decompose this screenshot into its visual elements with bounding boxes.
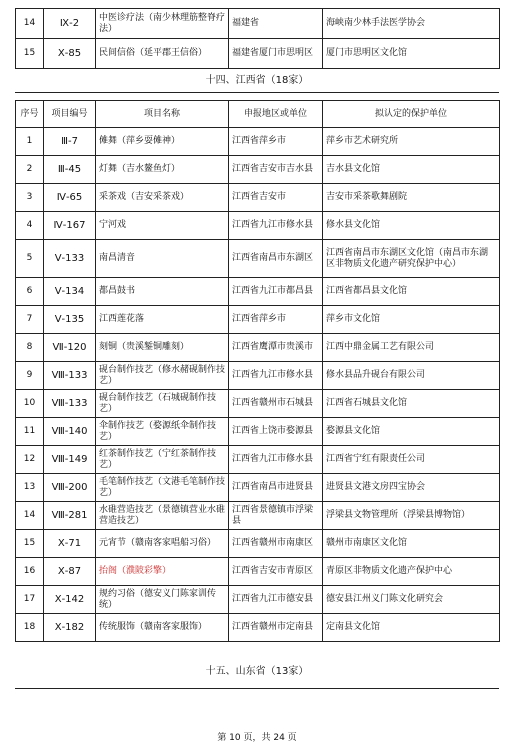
table-row (16, 558, 500, 586)
project-name: 伞制作技艺（婺源纸伞制作技艺） (96, 418, 229, 446)
project-code: Ⅲ-7 (44, 128, 96, 156)
project-code: Ⅷ-140 (44, 418, 96, 446)
section-title-shandong: 十五、山东省（13家） (205, 666, 309, 677)
project-name: 南昌清音 (96, 240, 229, 278)
row-number: 6 (16, 278, 44, 306)
protection-unit: 江西中鼎金属工艺有限公司 (323, 334, 500, 362)
table-row (16, 184, 500, 212)
protection-unit: 修水县品升砚台有限公司 (323, 362, 500, 390)
row-number: 14 (16, 502, 44, 530)
project-name: 红茶制作技艺（宁红茶制作技艺） (96, 446, 229, 474)
row-number: 15 (16, 39, 44, 69)
project-name: 民间信俗（延平郡王信俗） (96, 39, 229, 69)
region: 江西省九江市都昌县 (229, 278, 323, 306)
protection-unit: 江西省石城县文化馆 (323, 390, 500, 418)
project-code: Ⅹ-87 (44, 558, 96, 586)
table-row (16, 362, 500, 390)
table-row (16, 334, 500, 362)
project-name: 都昌鼓书 (96, 278, 229, 306)
row-number: 3 (16, 184, 44, 212)
row-number: 13 (16, 474, 44, 502)
project-name: 刻铜（贵溪錾铜雕刻） (96, 334, 229, 362)
project-name: 水碓营造技艺（景德镇营业水碓营造技艺） (96, 502, 229, 530)
header-code: 项目编号 (44, 101, 96, 128)
protection-unit: 海峡南少林手法医学协会 (323, 9, 500, 39)
table-row (16, 240, 500, 278)
protection-unit: 赣州市南康区文化馆 (323, 530, 500, 558)
project-code: Ⅲ-45 (44, 156, 96, 184)
row-number: 17 (16, 586, 44, 614)
project-code: Ⅷ-149 (44, 446, 96, 474)
protection-unit: 吉安市采茶歌舞剧院 (323, 184, 500, 212)
region: 江西省赣州市南康区 (229, 530, 323, 558)
project-name: 宁河戏 (96, 212, 229, 240)
project-code: Ⅴ-133 (44, 240, 96, 278)
row-number: 9 (16, 362, 44, 390)
table-row (16, 474, 500, 502)
region: 江西省萍乡市 (229, 306, 323, 334)
header-region: 申报地区或单位 (229, 101, 323, 128)
table-row (16, 446, 500, 474)
table-row (16, 530, 500, 558)
project-name: 元宵节（赣南客家唱船习俗） (96, 530, 229, 558)
table-row (16, 390, 500, 418)
row-number: 1 (16, 128, 44, 156)
row-number: 11 (16, 418, 44, 446)
table-row (16, 128, 500, 156)
jiangxi-table (15, 100, 500, 642)
project-code: Ⅷ-281 (44, 502, 96, 530)
project-code: Ⅹ-182 (44, 614, 96, 642)
table-row (16, 9, 500, 39)
table-row (16, 278, 500, 306)
region: 江西省九江市德安县 (229, 586, 323, 614)
section-title-jiangxi: 十四、江西省（18家） (205, 75, 309, 86)
protection-unit: 萍乡市文化馆 (323, 306, 500, 334)
protection-unit: 萍乡市艺术研究所 (323, 128, 500, 156)
row-number: 7 (16, 306, 44, 334)
region: 江西省赣州市石城县 (229, 390, 323, 418)
table-row (16, 586, 500, 614)
project-name: 傩舞（萍乡耍傩神） (96, 128, 229, 156)
project-code: Ⅷ-200 (44, 474, 96, 502)
row-number: 18 (16, 614, 44, 642)
project-code: Ⅴ-135 (44, 306, 96, 334)
region: 江西省吉安市青原区 (229, 558, 323, 586)
table-row (16, 614, 500, 642)
project-code: Ⅳ-167 (44, 212, 96, 240)
protection-unit: 吉水县文化馆 (323, 156, 500, 184)
project-name: 抬阁（濮陂彩擎） (96, 558, 229, 586)
row-number: 5 (16, 240, 44, 278)
divider (15, 688, 499, 689)
region: 江西省赣州市定南县 (229, 614, 323, 642)
project-name: 江西莲花落 (96, 306, 229, 334)
protection-unit: 浮梁县文物管理所（浮梁县博物馆） (323, 502, 500, 530)
row-number: 14 (16, 9, 44, 39)
project-code: Ⅹ-85 (44, 39, 96, 69)
region: 江西省南昌市进贤县 (229, 474, 323, 502)
region: 江西省上饶市婺源县 (229, 418, 323, 446)
region: 江西省萍乡市 (229, 128, 323, 156)
page-footer: 第 10 页，共 24 页 (217, 733, 297, 743)
region: 江西省九江市修水县 (229, 212, 323, 240)
region: 江西省景德镇市浮梁县 (229, 502, 323, 530)
table-row (16, 306, 500, 334)
project-name: 中医诊疗法（南少林理筋整脊疗法） (96, 9, 229, 39)
region: 福建省 (229, 9, 323, 39)
header-name: 项目名称 (96, 101, 229, 128)
row-number: 12 (16, 446, 44, 474)
project-code: Ⅹ-142 (44, 586, 96, 614)
row-number: 10 (16, 390, 44, 418)
header-number: 序号 (16, 101, 44, 128)
protection-unit: 德安县江州义门陈文化研究会 (323, 586, 500, 614)
protection-unit: 婺源县文化馆 (323, 418, 500, 446)
project-name: 灯舞（吉水鳌鱼灯） (96, 156, 229, 184)
project-name: 传统服饰（赣南客家服饰） (96, 614, 229, 642)
project-name: 砚台制作技艺（石城砚制作技艺） (96, 390, 229, 418)
project-code: Ⅴ-134 (44, 278, 96, 306)
region: 江西省南昌市东湖区 (229, 240, 323, 278)
protection-unit: 青原区非物质文化遗产保护中心 (323, 558, 500, 586)
protection-unit: 江西省都昌县文化馆 (323, 278, 500, 306)
protection-unit: 江西省南昌市东湖区文化馆（南昌市东湖区非物质文化遗产研究保护中心） (323, 240, 500, 278)
protection-unit: 定南县文化馆 (323, 614, 500, 642)
protection-unit: 江西省宁红有限责任公司 (323, 446, 500, 474)
table-row (16, 212, 500, 240)
region: 江西省九江市修水县 (229, 362, 323, 390)
header-row (16, 101, 500, 128)
table-row (16, 39, 500, 69)
table-row (16, 418, 500, 446)
project-name: 规约习俗（德安义门陈家训传统） (96, 586, 229, 614)
region: 江西省鹰潭市贵溪市 (229, 334, 323, 362)
region: 江西省吉安市吉水县 (229, 156, 323, 184)
project-name: 砚台制作技艺（修水赭砚制作技艺） (96, 362, 229, 390)
protection-unit: 厦门市思明区文化馆 (323, 39, 500, 69)
previous-section-table (15, 8, 500, 69)
table-body (16, 128, 500, 642)
project-name: 毛笔制作技艺（文港毛笔制作技艺） (96, 474, 229, 502)
region: 江西省吉安市 (229, 184, 323, 212)
region: 江西省九江市修水县 (229, 446, 323, 474)
project-code: Ⅷ-133 (44, 362, 96, 390)
project-code: Ⅳ-65 (44, 184, 96, 212)
project-code: Ⅶ-120 (44, 334, 96, 362)
table-row (16, 502, 500, 530)
row-number: 2 (16, 156, 44, 184)
divider (15, 92, 499, 93)
project-code: Ⅸ-2 (44, 9, 96, 39)
protection-unit: 修水县文化馆 (323, 212, 500, 240)
project-code: Ⅷ-133 (44, 390, 96, 418)
header-unit: 拟认定的保护单位 (323, 101, 500, 128)
table-row (16, 156, 500, 184)
row-number: 4 (16, 212, 44, 240)
row-number: 8 (16, 334, 44, 362)
protection-unit: 进贤县文港文房四宝协会 (323, 474, 500, 502)
row-number: 16 (16, 558, 44, 586)
project-code: Ⅹ-71 (44, 530, 96, 558)
region: 福建省厦门市思明区 (229, 39, 323, 69)
project-name: 采茶戏（吉安采茶戏） (96, 184, 229, 212)
row-number: 15 (16, 530, 44, 558)
